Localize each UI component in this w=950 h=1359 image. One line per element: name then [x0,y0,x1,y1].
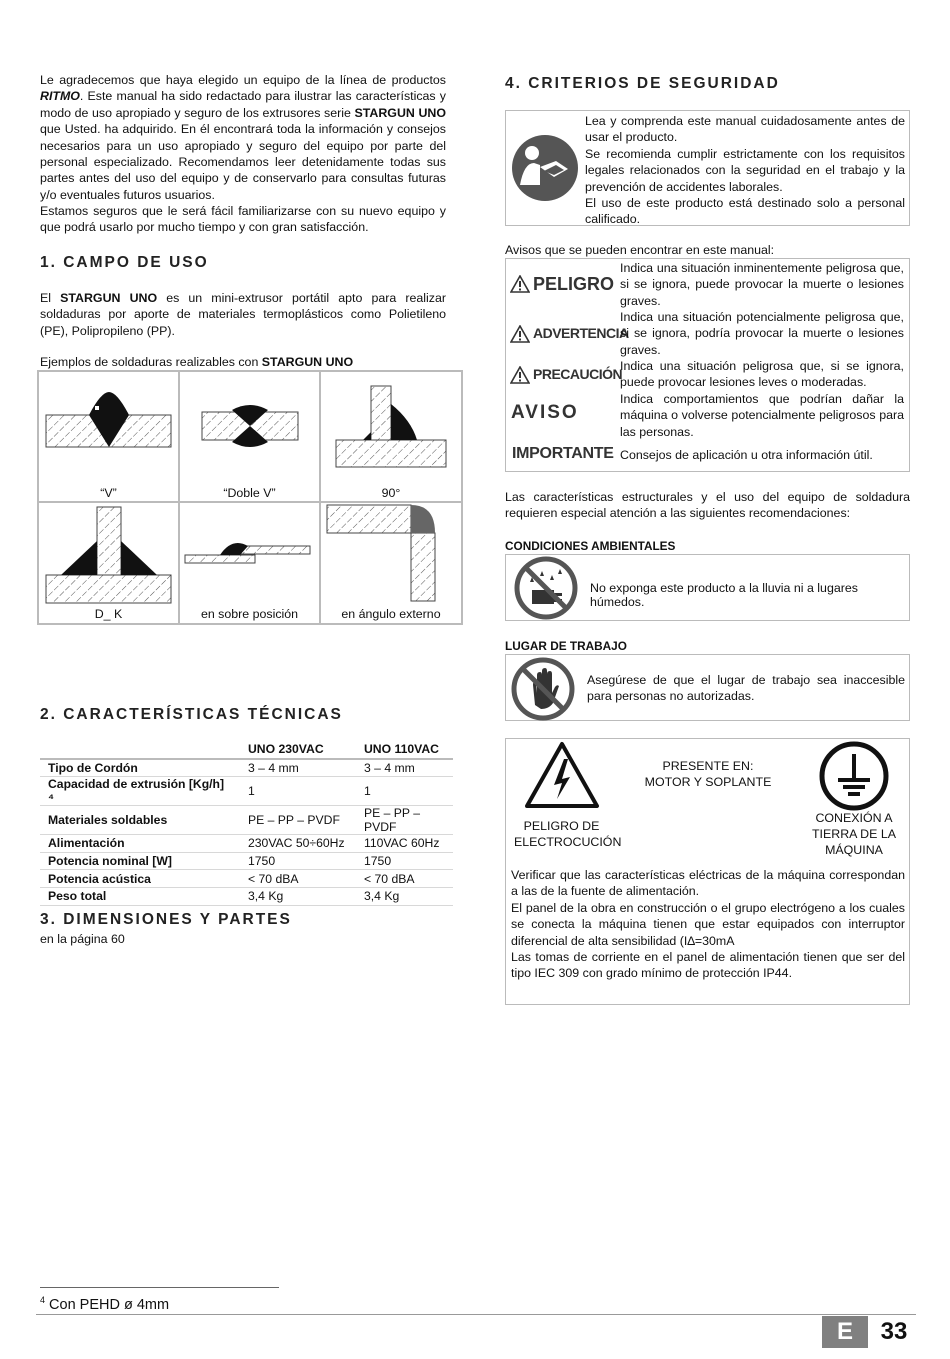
weld-examples-grid [37,370,463,625]
table-row [40,887,453,905]
spec-label: Potencia nominal [W] [40,852,240,870]
weld-label: “Doble V” [223,486,276,500]
spec-value: 1750 [240,852,356,870]
footnote-mark: 4 [40,1295,46,1305]
warnings-box [505,258,910,472]
warning-triangle-icon [510,366,530,387]
intro-closing: Estamos seguros que le será fácil familiarizarse con su nuevo equipo y que podrá usarlo por mucho tiempo y con gran satisfacción. [40,204,446,235]
warning-triangle-icon [510,275,530,296]
warning-text: Indica una situación peligrosa que, si se ignora, puede provocar lesiones leves o moderadas. [620,359,904,390]
electrical-paragraph: Las tomas de corriente en el panel de alimentación tienen que ser del tipo IEC 309 con grado mínimo de protección IP44. [511,950,905,981]
spec-value: 3 – 4 mm [240,759,356,777]
weld-label: 90° [381,486,401,500]
warning-label-advertencia: ADVERTENCIA [533,325,629,341]
intro-paragraph: Le agradecemos que haya elegido un equipo de la línea de productos RITMO. Este manual ha sido redactado para ilustrar las características y modo de uso apropiado y seguro de los extrusores serie STARGUN UNO que Usted. ha adquirido. En él encontrará toda la información y consejos necesarios para un uso apropiado y seguro del equipo por parte del personal especializado. Recomendamos leer detenidamente todas sus partes antes del uso del equipo y de conservarlo para consultas futuras y/o eventuales futuros usuarios. [40,73,446,202]
read-manual-text [585,113,905,228]
warning-label-peligro: PELIGRO [533,274,615,294]
warning-triangle-icon [510,325,530,346]
weld-label: en sobre posición [200,607,299,621]
env-conditions-title: CONDICIONES AMBIENTALES [505,539,676,553]
read-manual-line: Se recomienda cumplir estrictamente con los requisitos legales relacionados con la seguridad en el trabajo y la prevención de accidentes laborales. [585,146,905,194]
electrical-instructions [511,867,905,982]
spec-label: Peso total [40,887,240,905]
weld-90 [320,371,462,502]
electrocution-label: PELIGRO DE ELECTROCUCIÓN [514,819,622,849]
no-entry-hand-icon [511,657,575,721]
workplace-box [505,654,910,721]
avisos-intro: Avisos que se pueden encontrar en este manual: [505,243,775,257]
spec-value: 1750 [356,852,453,870]
present-in-heading: PRESENTE EN: [662,759,754,773]
electrocution-warning-icon [524,741,600,809]
table-row [40,870,453,888]
ground-connection-icon [818,740,890,812]
warning-text: Indica una situación potencialmente peligrosa que, si se ignora, podría provocar la muerte o lesiones graves. [620,310,904,357]
spec-value: PE – PP – PVDF [356,806,453,835]
read-manual-icon [510,133,580,203]
table-row [40,835,453,853]
spec-label: Tipo de Cordón [40,759,240,777]
section-title-criterios: 4. CRITERIOS DE SEGURIDAD [505,75,780,92]
spec-label: Capacidad de extrusión [Kg/h] ⁴ [40,777,240,806]
spec-table [40,741,453,906]
spec-value: < 70 dBA [356,870,453,888]
weld-external-angle [320,502,462,624]
examples-caption: Ejemplos de soldaduras realizables con STARGUN UNO [40,355,354,369]
weld-label: D_ K [94,607,123,621]
warning-text: Indica una situación inminentemente peligrosa que, si se ignora, puede provocar la muerte o lesiones graves. [620,261,904,308]
footer-rule [36,1314,916,1315]
spec-header-cell: UNO 110VAC [356,741,453,759]
workplace-text: Asegúrese de que el lugar de trabajo sea inaccesible para personas no autorizadas. [587,673,905,704]
page-number: 33 [880,1318,908,1345]
workplace-title: LUGAR DE TRABAJO [505,639,627,653]
spec-value: 230VAC 50÷60Hz [240,835,356,853]
env-conditions-text: No exponga este producto a la lluvia ni a lugares húmedos. [590,581,858,609]
table-row [40,777,453,806]
table-row [40,852,453,870]
language-badge: E [822,1316,868,1348]
weld-label: “V” [100,486,117,500]
weld-label: en ángulo externo [341,607,441,621]
read-manual-line: Lea y comprenda este manual cuidadosamente antes de usar el producto. [585,114,905,145]
spec-header-cell: UNO 230VAC [240,741,356,759]
table-row [40,759,453,777]
spec-value: 110VAC 60Hz [356,835,453,853]
warning-text: Indica comportamientos que podrían dañar la máquina o volverse potencialmente peligrosos para las personas. [620,392,904,439]
campo-de-uso-text: El STARGUN UNO es un mini-extrusor portátil apto para realizar soldaduras por aporte de materiales termoplásticos como Polietileno (PE), Polipropileno (PP). [40,291,446,338]
spec-value: 1 [240,777,356,806]
spec-value: 1 [356,777,453,806]
structural-notice: Las características estructurales y el uso del equipo de soldadura requieren especial atención a las siguientes recomendaciones: [505,490,910,521]
weld-double-v [179,371,320,502]
table-row [40,806,453,835]
present-in-parts: MOTOR Y SOPLANTE [644,775,772,790]
spec-value: 3,4 Kg [356,887,453,905]
warning-text: Consejos de aplicación u otra información útil. [620,448,873,462]
present-in-label [638,758,778,791]
read-manual-line: El uso de este producto está destinado solo a personal calificado. [585,196,905,227]
section-title-caracteristicas: 2. CARACTERÍSTICAS TÉCNICAS [40,706,343,723]
spec-value: < 70 dBA [240,870,356,888]
section-title-dimensiones: 3. DIMENSIONES Y PARTES [40,911,292,928]
spec-value: 3 – 4 mm [356,759,453,777]
footnote-rule [40,1287,279,1288]
footnote-text: Con PEHD ø 4mm [45,1296,170,1313]
spec-value: 3,4 Kg [240,887,356,905]
electrical-box [505,738,910,1005]
warning-label-precaucion: PRECAUCIÓN [533,366,623,382]
section-title-campo-de-uso: 1. CAMPO DE USO [40,254,209,271]
spec-header-row [40,741,453,759]
spec-header-cell [40,741,240,759]
read-manual-box [505,110,910,226]
weld-overlap [179,502,320,624]
spec-value: PE – PP – PVDF [240,806,356,835]
warning-label-aviso: AVISO [511,402,579,423]
warning-label-importante: IMPORTANTE [512,445,614,462]
weld-dk [38,502,179,624]
env-conditions-box [505,554,910,621]
spec-label: Alimentación [40,835,240,853]
electrical-paragraph: El panel de la obra en construcción o el grupo electrógeno a los cuales se conecta la máquina tienen que estar equipados con interruptor diferencial de alta sensibilidad (I∆=30mA [511,900,905,948]
spec-label: Potencia acústica [40,870,240,888]
weld-v [38,371,179,502]
no-rain-icon [514,556,578,620]
ground-connection-label: CONEXIÓN A TIERRA DE LA MÁQUINA [811,811,896,857]
electrical-paragraph: Verificar que las características eléctricas de la máquina correspondan a las de la fuente de alimentación. [511,868,905,899]
spec-label: Materiales soldables [40,806,240,835]
dimensiones-reference: en la página 60 [40,932,125,946]
footnote [40,1295,169,1313]
